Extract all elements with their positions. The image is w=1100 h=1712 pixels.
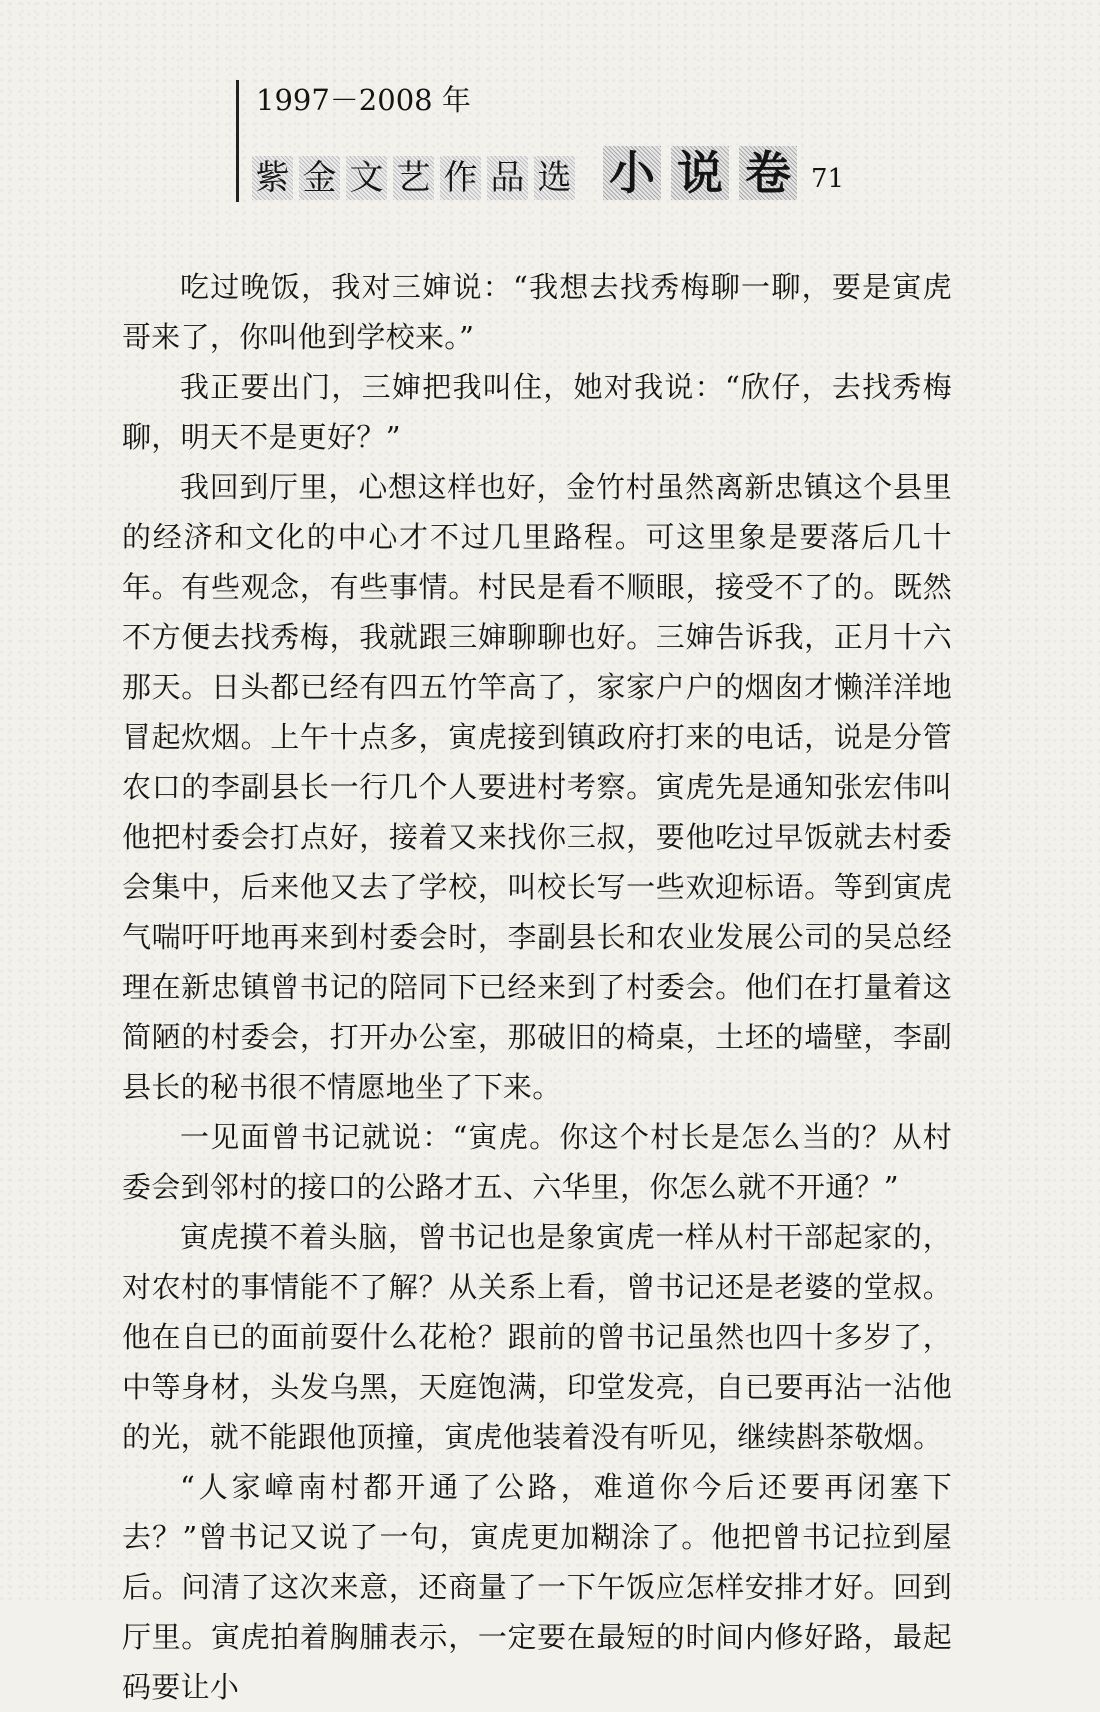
series-char: 文 [346,156,387,200]
paragraph: 我正要出门，三婶把我叫住，她对我说：“欣仔，去找秀梅聊，明天不是更好？” [122,370,952,454]
header-title [252,146,845,200]
paragraph: 寅虎摸不着头脑，曾书记也是象寅虎一样从村干部起家的，对农村的事情能不了解？从关系上看，曾书记还是老婆的堂叔。他在自已的面前耍什么花枪？跟前的曾书记虽然也四十多岁了，中等身材，头发乌黑，天庭饱满，印堂发亮，自已要再沾一沾他的光，就不能跟他顶撞，寅虎他装着没有听见，继续斟茶敬烟。 [122,1220,952,1454]
paragraph: 我回到厅里，心想这样也好，金竹村虽然离新忠镇这个县里的经济和文化的中心才不过几里路程。可这里象是要落后几十年。有些观念，有些事情。村民是看不顺眼，接受不了的。既然不方便去找秀梅，我就跟三婶聊聊也好。三婶告诉我，正月十六那天。日头都已经有四五竹竿高了，家家户户的烟囱才懒洋洋地冒起炊烟。上午十点多，寅虎接到镇政府打来的电话，说是分管农口的李副县长一行几个人要进村考察。寅虎先是通知张宏伟叫他把村委会打点好，接着又来找你三叔，要他吃过早饭就去村委会集中，后来他又去了学校，叫校长写一些欢迎标语。等到寅虎气喘吁吁地再来到村委会时，李副县长和农业发展公司的吴总经理在新忠镇曾书记的陪同下已经来到了村委会。他们在打量着这简陋的村委会，打开办公室，那破旧的椅桌，土坯的墙壁，李副县长的秘书很不情愿地坐了下来。 [122,470,952,1104]
paragraph: 一见面曾书记就说：“寅虎。你这个村长是怎么当的？从村委会到邻村的接口的公路才五、六华里，你怎么就不开通？” [122,1120,952,1204]
page-number: 71 [811,164,845,194]
header-vertical-rule [236,80,239,202]
paragraph: “人家嶂南村都开通了公路，难道你今后还要再闭塞下去？”曾书记又说了一句，寅虎更加糊涂了。他把曾书记拉到屋后。问清了这次来意，还商量了一下午饭应怎样安排才好。回到厅里。寅虎拍着胸脯表示，一定要在最短的时间内修好路，最起码要让小 [122,1470,952,1704]
volume-title [603,146,807,200]
series-char: 品 [487,156,528,200]
series-char: 金 [299,156,340,200]
series-char: 选 [534,156,575,200]
volume-char: 说 [671,146,729,200]
body-text [122,262,952,1712]
series-title [252,156,581,200]
volume-char: 小 [603,146,661,200]
volume-char: 卷 [739,146,797,200]
series-char: 紫 [252,156,293,200]
paragraph: 吃过晚饭，我对三婶说：“我想去找秀梅聊一聊，要是寅虎哥来了，你叫他到学校来。” [122,270,952,354]
series-char: 艺 [393,156,434,200]
series-char: 作 [440,156,481,200]
header-years: 1997－2008 年 [256,83,471,117]
